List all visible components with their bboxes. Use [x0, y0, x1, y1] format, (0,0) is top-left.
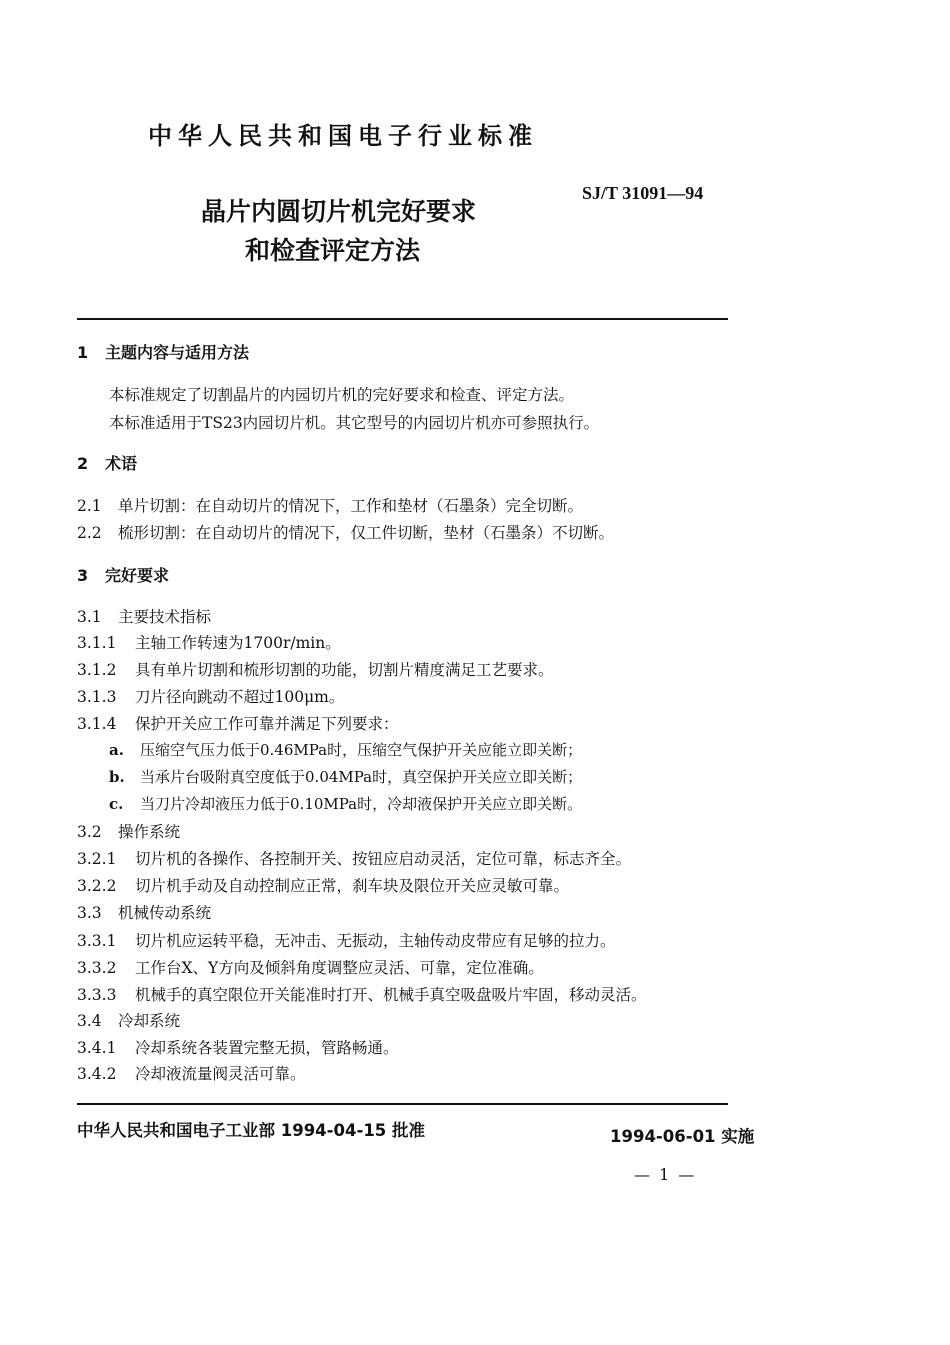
section-1-paragraph-2: 本标准适用于TS23内园切片机。其它型号的内园切片机亦可参照执行。	[109, 414, 600, 432]
clause-text: 切片机手动及自动控制应正常，刹车块及限位开关应灵敏可靠。	[135, 877, 570, 895]
standard-org-header: 中华人民共和国电子行业标准	[148, 122, 538, 150]
clause-text: 切片机应运转平稳，无冲击、无振动，主轴传动皮带应有足够的拉力。	[135, 932, 616, 950]
clause-number: 3.3.3	[77, 986, 117, 1004]
clause-2-1	[77, 494, 583, 516]
clause-text: 主轴工作转速为1700r/min。	[135, 634, 341, 652]
clause-number: 3.2	[77, 823, 102, 841]
clause-3-2-2	[77, 874, 569, 896]
section-number: 3	[77, 566, 89, 585]
clause-2-2	[77, 521, 614, 543]
clause-number: 3.4.1	[77, 1039, 117, 1057]
clause-text: 机械手的真空限位开关能准时打开、机械手真空吸盘吸片牢固，移动灵活。	[135, 986, 647, 1004]
clause-text: 刀片径向跳动不超过100μm。	[135, 688, 345, 706]
section-title: 主题内容与适用方法	[105, 343, 250, 362]
clause-text: 机械传动系统	[118, 904, 212, 922]
document-title-line2: 和检查评定方法	[245, 236, 421, 265]
clause-3-1-1	[77, 631, 341, 653]
clause-3-3-1	[77, 929, 616, 951]
clause-number: 3.1	[77, 608, 102, 626]
item-text: 压缩空气压力低于0.46MPa时，压缩空气保护开关应能立即关断；	[140, 741, 583, 759]
clause-3-1-3	[77, 685, 344, 707]
document-title-line1: 晶片内圆切片机完好要求	[201, 197, 477, 226]
item-text: 当刀片冷却液压力低于0.10MPa时，冷却液保护开关应立即关断。	[140, 795, 583, 813]
clause-3-1-2	[77, 658, 554, 680]
clause-number: 2.2	[77, 524, 102, 542]
clause-number: 2.1	[77, 497, 102, 515]
section-1-paragraph-1: 本标准规定了切割晶片的内园切片机的完好要求和检查、评定方法。	[109, 386, 575, 404]
clause-number: 3.3	[77, 904, 102, 922]
clause-number: 3.4	[77, 1012, 102, 1030]
clause-number: 3.1.2	[77, 661, 117, 679]
item-text: 当承片台吸附真空度低于0.04MPa时，真空保护开关应立即关断；	[140, 768, 583, 786]
clause-number: 3.1.1	[77, 634, 117, 652]
section-3-heading	[77, 563, 169, 586]
clause-text: 操作系统	[118, 823, 181, 841]
clause-3-1-4-a	[109, 739, 582, 760]
section-title: 完好要求	[105, 566, 170, 585]
clause-number: 3.3.2	[77, 959, 117, 977]
clause-3-1-4	[77, 712, 399, 734]
clause-3-1	[77, 605, 211, 627]
clause-3-4-1	[77, 1036, 399, 1058]
clause-3-1-4-b	[109, 766, 582, 787]
clause-text: 保护开关应工作可靠并满足下列要求：	[135, 715, 399, 733]
page-number: — 1 —	[634, 1165, 697, 1184]
clause-3-3	[77, 901, 211, 923]
item-letter: a.	[109, 741, 124, 759]
section-title: 术语	[105, 454, 138, 473]
clause-text: 具有单片切割和梳形切割的功能，切割片精度满足工艺要求。	[135, 661, 554, 679]
clause-number: 3.1.3	[77, 688, 117, 706]
clause-number: 3.1.4	[77, 715, 117, 733]
section-number: 1	[77, 343, 89, 362]
clause-text: 工作台X、Y方向及倾斜角度调整应灵活、可靠，定位准确。	[135, 959, 544, 977]
clause-3-4-2	[77, 1062, 306, 1084]
implementation-date: 1994-06-01 实施	[610, 1127, 755, 1146]
section-2-heading	[77, 451, 137, 474]
clause-3-3-2	[77, 956, 544, 978]
clause-text: 冷却系统	[118, 1012, 181, 1030]
clause-number: 3.4.2	[77, 1065, 117, 1083]
clause-3-2-1	[77, 847, 631, 869]
clause-3-4	[77, 1009, 180, 1031]
clause-3-1-4-c	[109, 793, 582, 814]
clause-text: 梳形切割：在自动切片的情况下，仅工件切断，垫材（石墨条）不切断。	[118, 524, 615, 542]
clause-number: 3.2.2	[77, 877, 117, 895]
footer-divider	[77, 1103, 728, 1105]
clause-number: 3.2.1	[77, 850, 117, 868]
clause-text: 冷却系统各装置完整无损，管路畅通。	[135, 1039, 399, 1057]
section-1-heading	[77, 340, 249, 363]
standard-code: SJ/T 31091—94	[582, 183, 704, 203]
clause-text: 冷却液流量阀灵活可靠。	[135, 1065, 306, 1083]
approval-note: 中华人民共和国电子工业部 1994-04-15 批准	[77, 1121, 426, 1140]
clause-text: 单片切割：在自动切片的情况下，工作和垫材（石墨条）完全切断。	[118, 497, 584, 515]
header-divider	[77, 318, 728, 320]
item-letter: c.	[109, 795, 124, 813]
clause-3-2	[77, 820, 180, 842]
clause-text: 切片机的各操作、各控制开关、按钮应启动灵活，定位可靠，标志齐全。	[135, 850, 632, 868]
clause-3-3-3	[77, 983, 647, 1005]
clause-text: 主要技术指标	[118, 608, 212, 626]
item-letter: b.	[109, 768, 125, 786]
section-number: 2	[77, 454, 89, 473]
clause-number: 3.3.1	[77, 932, 117, 950]
